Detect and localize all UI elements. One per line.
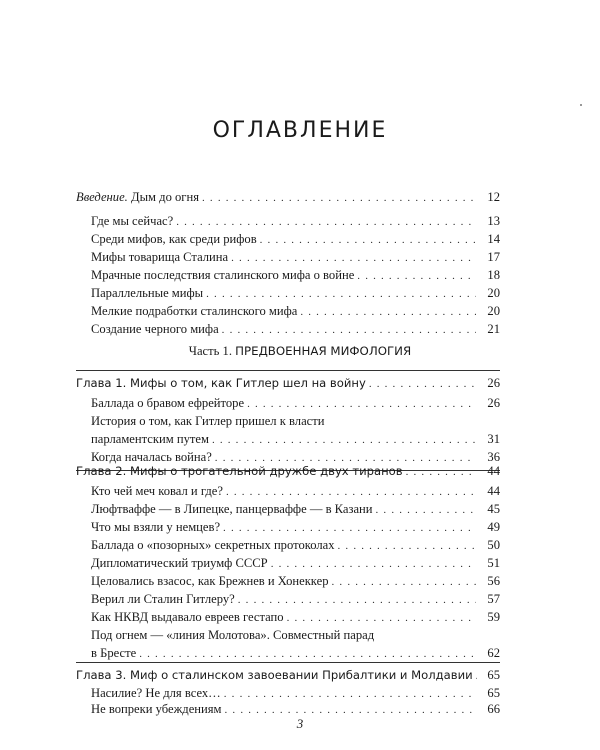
page-number: 59 xyxy=(487,610,500,624)
entry-label: Мифы товарища Сталина xyxy=(91,250,229,264)
entry-label: Баллада о бравом ефрейторе xyxy=(91,396,245,410)
page-number: 31 xyxy=(487,432,500,446)
entry-label: Параллельные мифы xyxy=(91,286,204,300)
toc-entry[interactable] xyxy=(91,266,500,285)
dot-leader xyxy=(369,375,476,393)
entry-label-continued: парламентским путем xyxy=(91,432,209,446)
dot-leader xyxy=(223,519,476,537)
page-number: 51 xyxy=(487,556,500,570)
page-number: 66 xyxy=(487,702,500,716)
entry-label: Верил ли Сталин Гитлеру? xyxy=(91,592,235,606)
dot-leader xyxy=(338,537,476,555)
page-number: 12 xyxy=(487,190,500,204)
page-number: 17 xyxy=(487,250,500,264)
entry-label: Баллада о «позорных» секретных протоколах xyxy=(91,538,335,552)
toc-chapter-2[interactable] xyxy=(76,462,500,481)
toc-entry[interactable] xyxy=(91,394,500,413)
toc-entry[interactable] xyxy=(91,430,500,449)
entry-label: Мелкие подработки сталинского мифа xyxy=(91,304,298,318)
page-number: 62 xyxy=(487,646,500,660)
entry-label: Кто чей меч ковал и где? xyxy=(91,484,223,498)
page-number: 21 xyxy=(487,322,500,336)
page-number: 49 xyxy=(487,520,500,534)
part-heading[interactable] xyxy=(0,344,600,359)
chapter-divider xyxy=(76,662,500,663)
page-number: 26 xyxy=(487,396,500,410)
dot-leader xyxy=(206,285,476,303)
toc-entry[interactable] xyxy=(91,284,500,303)
chapter-label: Глава 1. Мифы о том, как Гитлер шел на войну xyxy=(76,376,366,390)
page-number: 18 xyxy=(487,268,500,282)
dot-leader xyxy=(406,463,476,481)
entry-label: Насилие? Не для всех… xyxy=(91,686,221,700)
dot-leader xyxy=(231,249,476,267)
entry-label: Создание черного мифа xyxy=(91,322,219,336)
entry-label-first-line[interactable]: История о том, как Гитлер пришел к власти xyxy=(91,414,325,428)
toc-entry[interactable] xyxy=(91,302,500,321)
dot-leader xyxy=(300,303,476,321)
toc-chapter-3[interactable] xyxy=(76,666,500,685)
dot-leader xyxy=(271,555,476,573)
toc-chapter-1[interactable] xyxy=(76,374,500,393)
page-number: 44 xyxy=(487,484,500,498)
toc-entry[interactable] xyxy=(91,212,500,231)
toc-entry[interactable] xyxy=(91,482,500,501)
entry-label: Не вопреки убеждениям xyxy=(91,702,222,716)
toc-entry[interactable] xyxy=(91,518,500,537)
page-number: 14 xyxy=(487,232,500,246)
entry-label-continued: в Бресте xyxy=(91,646,137,660)
scan-speck xyxy=(580,104,582,106)
entry-label: Целовались взасос, как Брежнев и Хонеккер xyxy=(91,574,329,588)
entry-label: Среди мифов, как среди рифов xyxy=(91,232,257,246)
page-number: 65 xyxy=(487,686,500,700)
intro-prefix: Введение. xyxy=(76,190,128,204)
toc-entry[interactable] xyxy=(91,590,500,609)
entry-label-first-line[interactable]: Под огнем — «линия Молотова». Совместный парад xyxy=(91,628,375,642)
page-number: 50 xyxy=(487,538,500,552)
page-number: 57 xyxy=(487,592,500,606)
dot-leader xyxy=(222,321,476,339)
page-title: ОГЛАВЛЕНИЕ xyxy=(212,118,388,143)
toc-entry[interactable] xyxy=(91,500,500,519)
dot-leader xyxy=(260,231,476,249)
entry-label: Что мы взяли у немцев? xyxy=(91,520,221,534)
page-footer-number: 3 xyxy=(296,716,304,731)
toc-entry-intro[interactable] xyxy=(76,188,500,207)
entry-label: Люфтваффе — в Липецке, панцерваффе — в Казани xyxy=(91,502,373,516)
toc-entry[interactable] xyxy=(91,554,500,573)
page-number: 45 xyxy=(487,502,500,516)
entry-label: Мрачные последствия сталинского мифа о войне xyxy=(91,268,355,282)
chapter-label: Глава 2. Мифы о трогательной дружбе двух тиранов xyxy=(76,464,403,478)
page-number: 20 xyxy=(487,286,500,300)
chapter-label: Глава 3. Миф о сталинском завоевании Прибалтики и Молдавии xyxy=(76,668,473,682)
toc-entry[interactable] xyxy=(91,608,500,627)
part-prefix: Часть 1. xyxy=(188,344,236,358)
chapter-divider xyxy=(76,370,500,371)
dot-leader xyxy=(176,213,476,231)
page-number: 26 xyxy=(487,376,500,390)
dot-leader xyxy=(139,645,476,663)
entry-label: Когда началась война? xyxy=(91,450,212,464)
entry-label: Как НКВД выдавало евреев гестапо xyxy=(91,610,284,624)
toc-entry[interactable] xyxy=(91,644,500,663)
toc-entry[interactable] xyxy=(91,230,500,249)
entry-label: Где мы сейчас? xyxy=(91,214,174,228)
dot-leader xyxy=(287,609,476,627)
dot-leader xyxy=(212,431,476,449)
page-number: 36 xyxy=(487,450,500,464)
dot-leader xyxy=(226,483,476,501)
dot-leader xyxy=(357,267,476,285)
part-title: ПРЕДВОЕННАЯ МИФОЛОГИЯ xyxy=(235,344,412,358)
page-number: 65 xyxy=(487,668,500,682)
dot-leader xyxy=(202,189,476,207)
toc-entry[interactable] xyxy=(91,572,500,591)
dot-leader xyxy=(247,395,476,413)
toc-entry[interactable] xyxy=(91,248,500,267)
intro-title: Дым до огня xyxy=(127,190,200,204)
toc-entry[interactable] xyxy=(91,536,500,555)
toc-entry[interactable] xyxy=(91,320,500,339)
page-number: 44 xyxy=(487,464,500,478)
dot-leader xyxy=(238,591,476,609)
entry-label: Дипломатический триумф СССР xyxy=(91,556,268,570)
page-number: 13 xyxy=(487,214,500,228)
dot-leader xyxy=(332,573,476,591)
page-number: 20 xyxy=(487,304,500,318)
page-number: 56 xyxy=(487,574,500,588)
dot-leader xyxy=(376,501,476,519)
